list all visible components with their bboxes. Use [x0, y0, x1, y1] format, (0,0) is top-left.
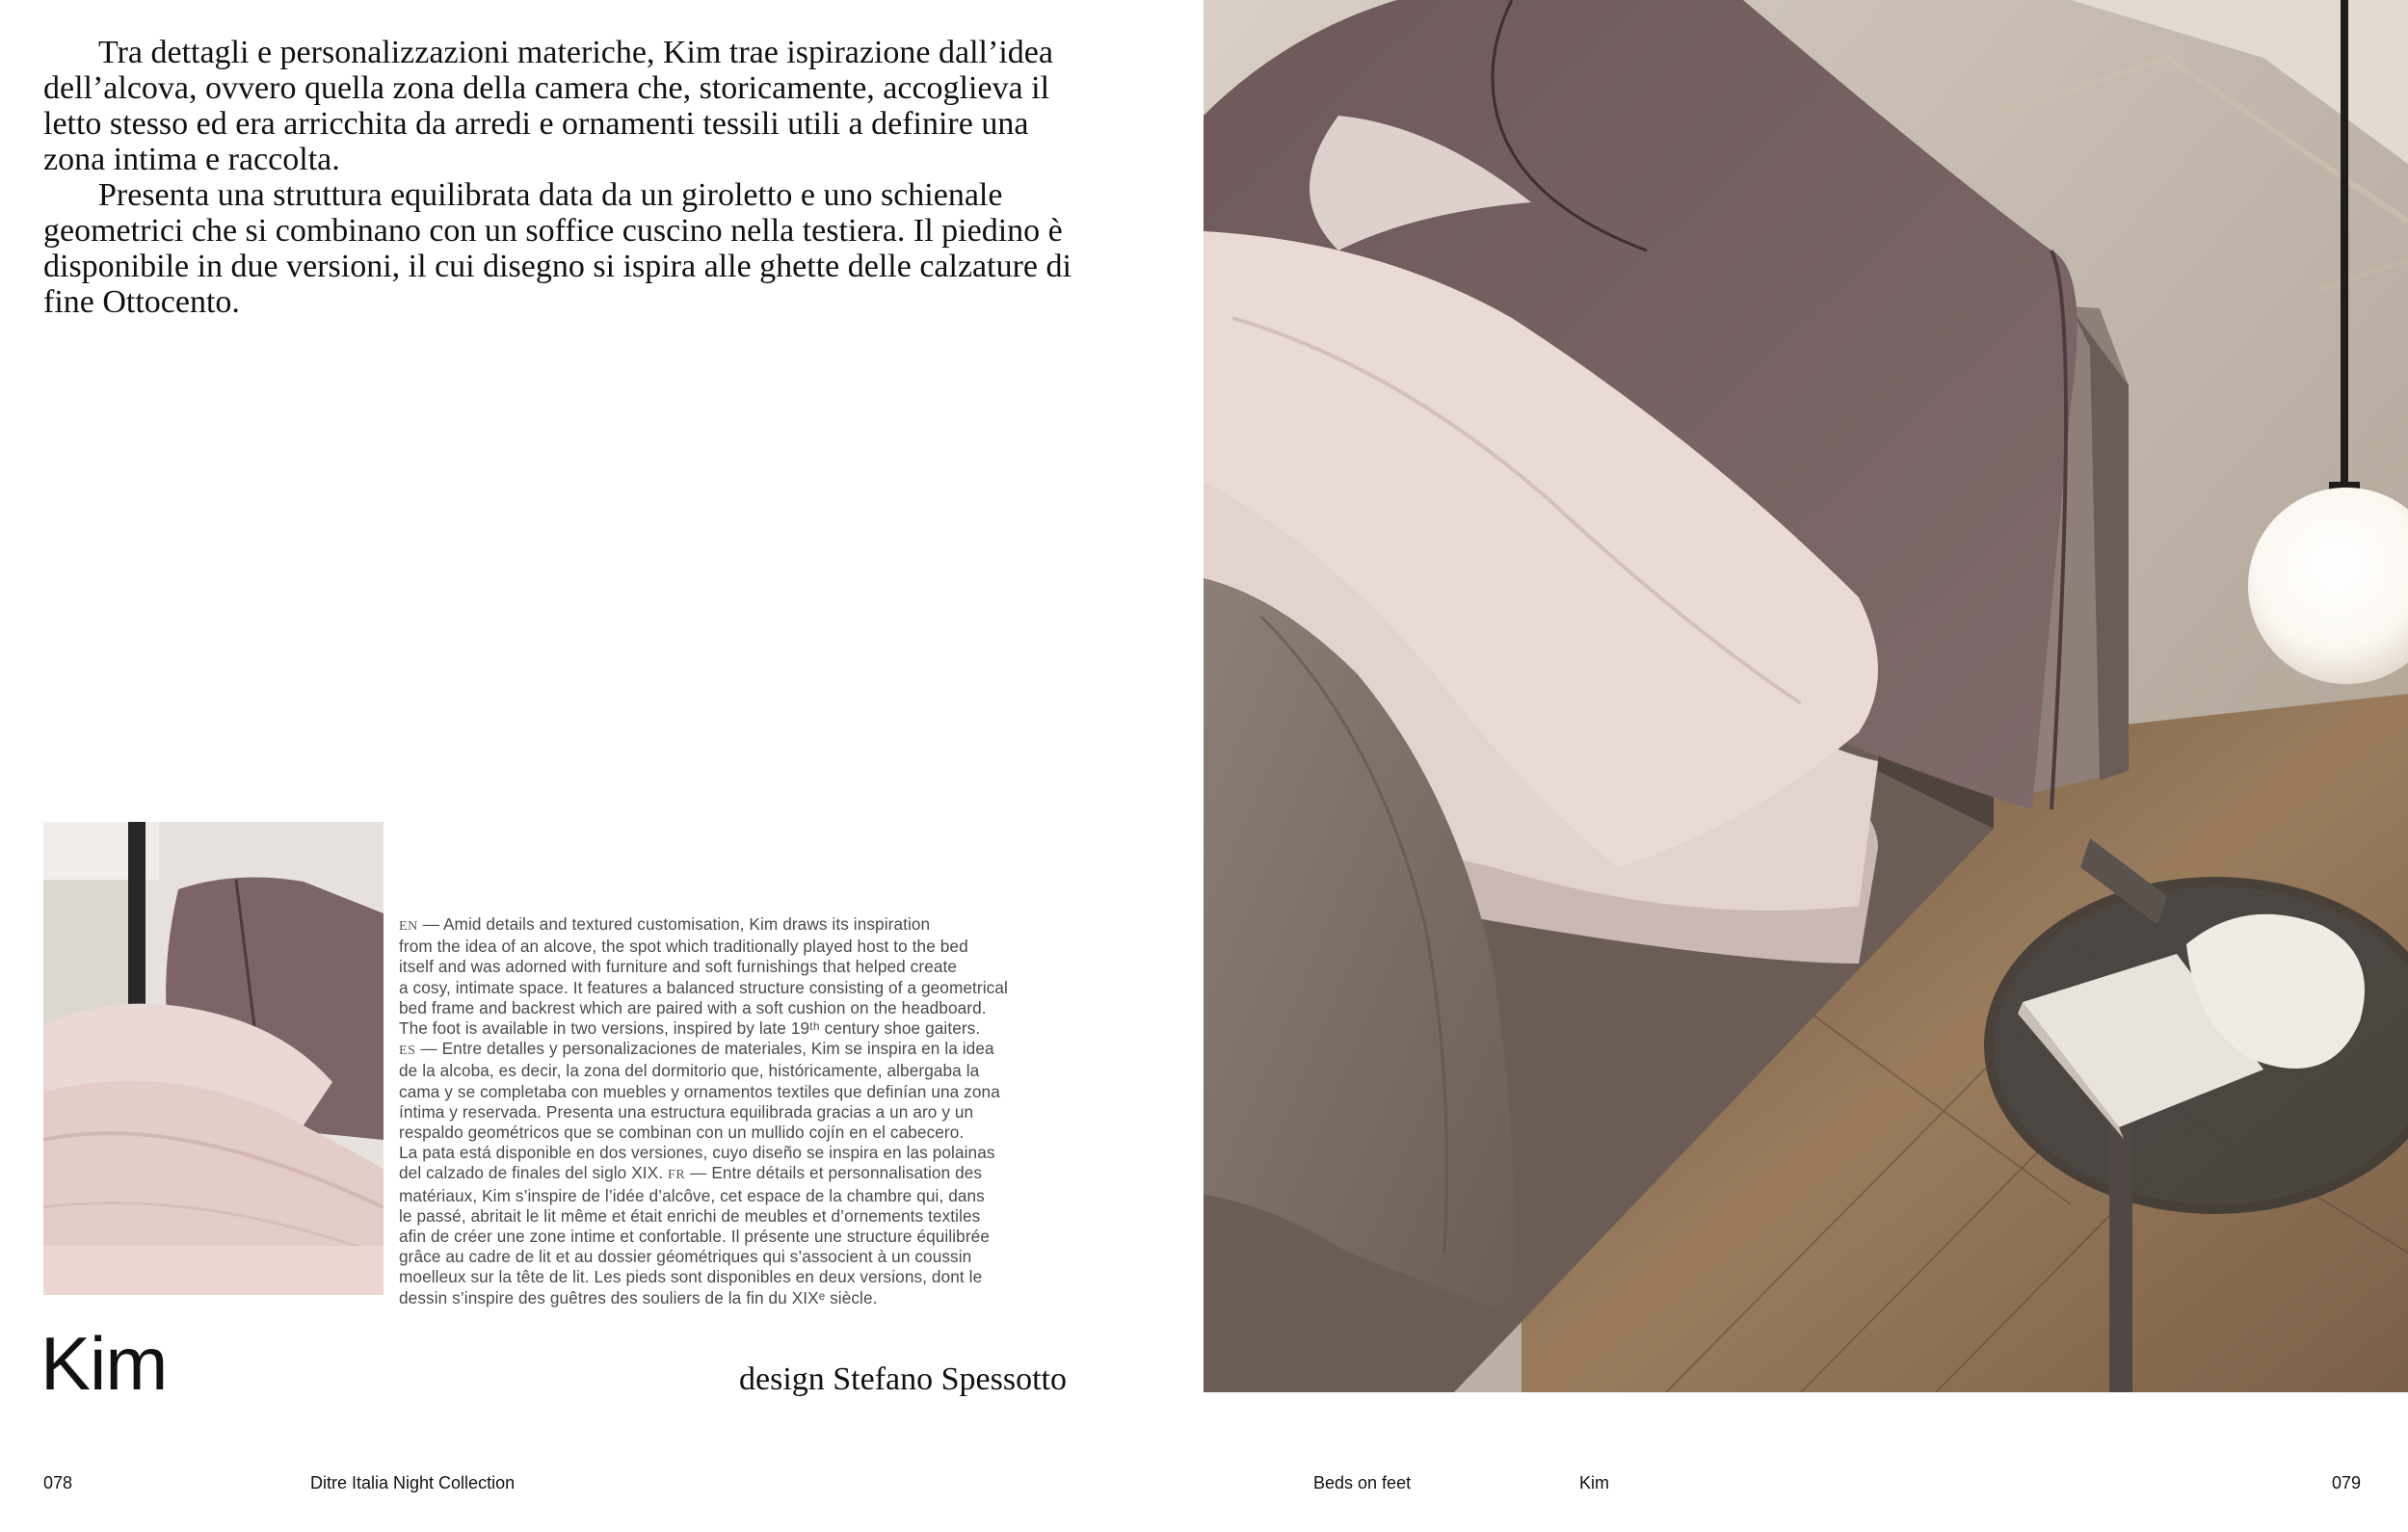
intro-text-block: [43, 35, 1094, 320]
footer-product-name: Kim: [1579, 1473, 1609, 1492]
intro-paragraph-1: Tra dettagli e personalizzazioni materiche, Kim trae ispirazione dall’idea dell’alcova, ovvero quella zona della camera che, storicamente, accoglieva il letto stesso ed era arricchita da arredi e ornamenti tessili utili a definire una zona intima e raccolta.: [43, 35, 1053, 177]
language-code-es: ES: [399, 1043, 416, 1059]
intro-paragraph-2: Presenta una struttura equilibrata data da un giroletto e uno schienale geometrici che si combinano con un soffice cuscino nella testiera. Il piedino è disponibile in due versioni, il cui disegno si ispira alle ghette delle calzature di fine Ottocento.: [43, 177, 1072, 320]
description-es: — Entre detalles y personalizaciones de materiales, Kim se inspira en la idea de la alcoba, es decir, la zona del dormitorio que, históricamente, albergaba la cama y se completaba con muebles y ornamentos textiles que definían una zona íntima y reservada. Presenta una estructura equilibrada gracias a un aro y un respaldo geométricos que se combinan con un mullido cojín en el cabecero. La pata está disponible en dos versiones, cuyo diseño se inspira en las polainas del calzado de finales del siglo XIX.: [399, 1039, 1000, 1183]
category-name: Beds on feet: [1313, 1473, 1412, 1492]
page-number-right: 079: [2332, 1473, 2362, 1492]
designer-credit: design Stefano Spessotto: [739, 1361, 1067, 1397]
collection-name: Ditre Italia Night Collection: [310, 1473, 516, 1492]
product-title: Kim: [40, 1321, 168, 1406]
multilingual-description: [399, 914, 1093, 1308]
page-number-left: 078: [43, 1473, 73, 1492]
description-en: — Amid details and textured customisation, Kim draws its inspiration from the idea of an alcove, the spot which traditionally played host to the bed itself and was adorned with furniture and soft furnishings that helped create a cosy, intimate space. It features a balanced structure consisting of a geometrical bed frame and backrest which are paired with a soft cushion on the headboard. The foot is available in two versions, inspired by late 19ᵗʰ century shoe gaiters.: [399, 914, 1008, 1039]
hero-photo: [1204, 0, 2408, 1392]
description-fr: — Entre détails et personnalisation des matériaux, Kim s’inspire de l’idée d’alcôve, cet espace de la chambre qui, dans le passé, abritait le lit même et était enrichi de meubles et d’ornements textiles afin de créer une zone intime et confortable. Il présente une structure équilibrée grâce au cadre de lit et au dossier géométriques qui s’associent à un coussin moelleux sur la tête de lit. Les pieds sont disponibles en deux versions, dont le dessin s’inspire des guêtres des souliers de la fin du XIXᵉ siècle.: [399, 1163, 990, 1307]
language-code-en: EN: [399, 919, 418, 934]
detail-photo: [43, 822, 384, 1295]
language-code-fr: FR: [667, 1168, 686, 1183]
